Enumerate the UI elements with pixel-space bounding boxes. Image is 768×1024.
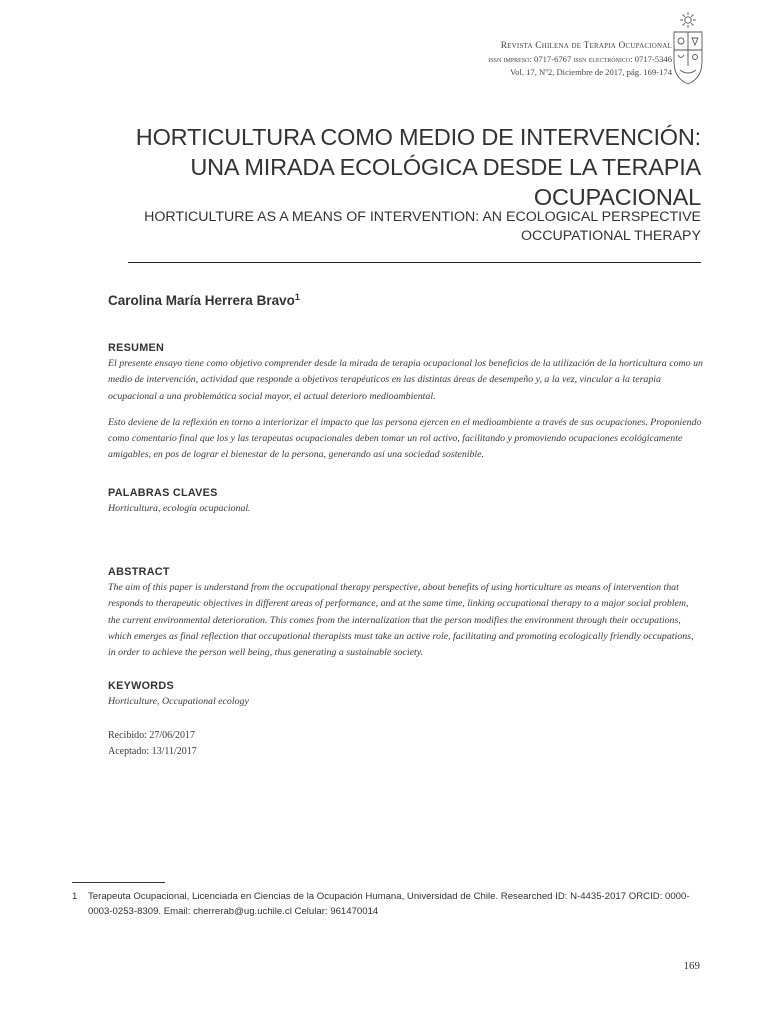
footnote bbox=[72, 889, 704, 920]
article-title-spanish: HORTICULTURA COMO MEDIO DE INTERVENCIÓN: UNA MIRADA ECOLÓGICA DESDE LA TERAPIA OCUPACIONAL bbox=[135, 124, 701, 210]
footnote-divider bbox=[72, 882, 165, 883]
resumen-paragraph: Esto deviene de la reflexión en torno a interiorizar el impacto que las persona ejercen en el medioambiente a través de sus ocupaciones. Proponiendo como comentario final que los y las terapeutas ocupacionales deben tomar un rol activo, facilitando y promoviendo ocupaciones ecológicamente amigables, en pos de lograr el bienestar de la persona, generando así una sociedad sostenible. bbox=[108, 416, 702, 461]
author-name bbox=[108, 292, 300, 308]
abstract-heading: ABSTRACT bbox=[108, 566, 170, 578]
page-number: 169 bbox=[683, 960, 700, 972]
accepted-date: Aceptado: 13/11/2017 bbox=[108, 745, 197, 757]
journal-issn: issn impreso: 0717-6767 issn electrónico: 0717-5346 bbox=[488, 54, 672, 64]
palabras-claves-section bbox=[108, 487, 703, 517]
palabras-claves-heading: PALABRAS CLAVES bbox=[108, 487, 218, 499]
article-title-english: HORTICULTURE AS A MEANS OF INTERVENTION: AN ECOLOGICAL PERSPECTIVE OCCUPATIONAL THERAPY bbox=[144, 209, 701, 244]
resumen-paragraph: El presente ensayo tiene como objetivo comprender desde la mirada de terapia ocupacional los beneficios de la utilización de la horticultura como un medio de intervención, actividad que responde a objetivos terapéuticos en las distintas áreas de desempeño y, a la vez, vincular a la terapia ocupacional a una problemática social mayor, el actual deterioro medioambiental. bbox=[108, 358, 703, 402]
author-name-text: Carolina María Herrera Bravo bbox=[108, 293, 295, 308]
keywords-section bbox=[108, 680, 703, 710]
footnote-number: 1 bbox=[72, 891, 78, 902]
author-footnote-mark: 1 bbox=[294, 292, 300, 302]
journal-header bbox=[352, 40, 672, 79]
abstract-section bbox=[108, 566, 703, 661]
journal-name: Revista Chilena de Terapia Ocupacional bbox=[500, 41, 672, 51]
keywords-text: Horticulture, Occupational ecology bbox=[108, 696, 249, 707]
footnote-text: Terapeuta Ocupacional, Licenciada en Ciencias de la Ocupación Humana, Universidad de Chile. Researched ID: N-4435-2017 ORCID: 0000-0003-0253-8309. Email: cherrerab@ug.uchile.cl Celular: 961470014 bbox=[88, 891, 690, 918]
dates-block bbox=[108, 728, 197, 759]
received-date: Recibido: 27/06/2017 bbox=[108, 730, 195, 741]
title-divider bbox=[128, 262, 701, 263]
palabras-claves-text: Horticultura, ecología ocupacional. bbox=[108, 503, 251, 514]
keywords-heading: KEYWORDS bbox=[108, 680, 174, 692]
journal-volume: Vol. 17, Nº2, Diciembre de 2017, pág. 169-174 bbox=[510, 67, 672, 77]
resumen-section bbox=[108, 342, 703, 464]
abstract-text: The aim of this paper is understand from the occupational therapy perspective, about benefits of using horticulture as means of intervention that responds to therapeutic objectives in different areas of performance, and at the same time, linking occupational therapy to a major social problem, the current environmental deterioration. This comes from the internalization that the person modifies the environment through their occupations, which emerges as final reflection that occupational therapists must take an active role, facilitating and promoting ecologically friendly occupations, in order to achieve the person well being, thus generating a sustainable society. bbox=[108, 582, 694, 659]
resumen-heading: RESUMEN bbox=[108, 342, 165, 354]
university-crest-icon bbox=[670, 10, 706, 88]
